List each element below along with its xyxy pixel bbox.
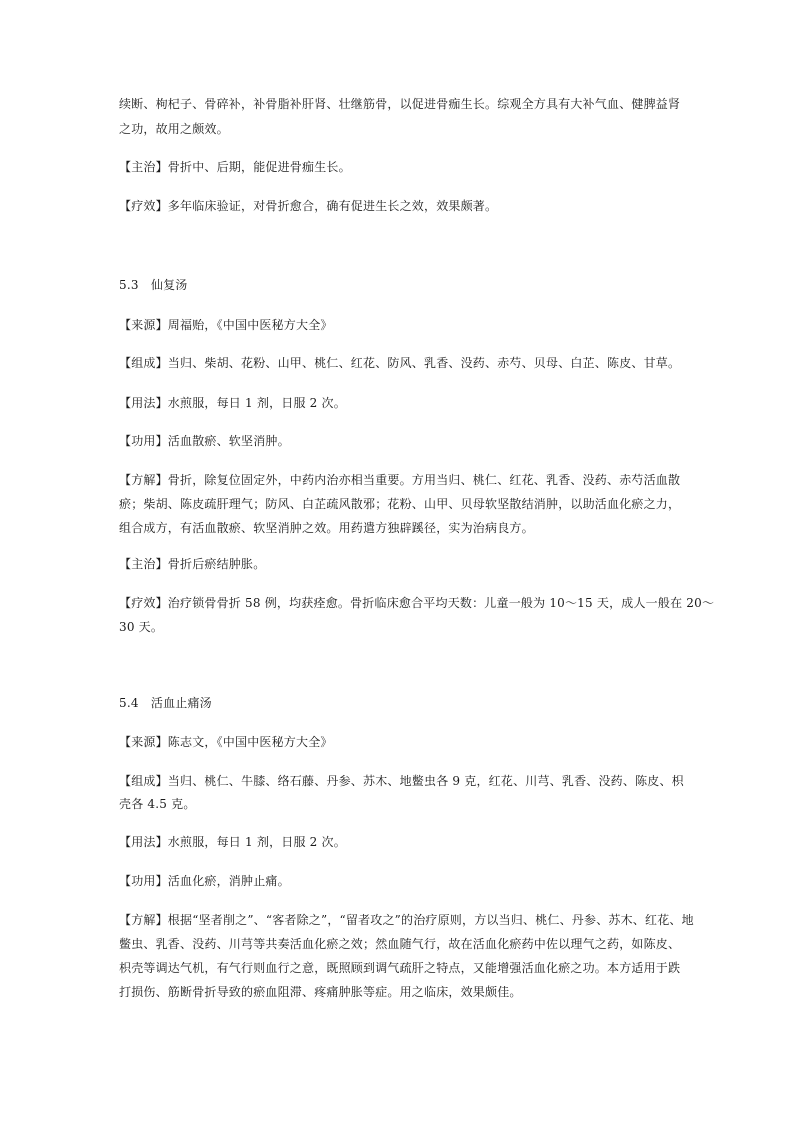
section-5-3-laiyuan: 【来源】周福贻，《中国中医秘方大全》 [119,318,333,332]
section-5-3-liaoxiao-line-2: 30 天。 [119,620,164,634]
section-5-3-yongfa: 【用法】水煎服，每日 1 剂，日服 2 次。 [119,396,346,410]
section-5-4-yongfa: 【用法】水煎服，每日 1 剂，日服 2 次。 [119,835,346,849]
section-heading-5-3: 5.3 仙复汤 [119,278,188,292]
section-5-3-zhuzhi: 【主治】骨折后瘀结肿胀。 [119,557,266,571]
section-5-4-fangjie-line-2: 鳖虫、乳香、没药、川芎等共奏活血化瘀之效；然血随气行，故在活血化瘀药中佐以理气之药，如陈皮、 [119,937,681,951]
section-5-3-liaoxiao-line-1: 【疗效】治疗锁骨骨折 58 例，均获痊愈。骨折临床愈合平均天数：儿童一般为 10～15 天，成人一般在 20～ [119,596,715,610]
prev-zhuzhi-paragraph: 【主治】骨折中、后期，能促进骨痂生长。 [119,160,351,174]
section-5-3-fangjie-line-3: 组合成方，有活血散瘀、软坚消肿之效。用药遣方独辟蹊径，实为治病良方。 [119,521,534,535]
continued-text-line-1: 续断、枸杞子、骨碎补，补骨脂补肝肾、壮继筋骨，以促进骨痂生长。综观全方具有大补气血、健脾益肾 [119,97,681,111]
section-5-3-gongyong: 【功用】活血散瘀、软坚消肿。 [119,434,290,448]
section-5-4-zucheng-line-2: 壳各 4.5 克。 [119,797,196,811]
section-5-4-laiyuan: 【来源】陈志文，《中国中医秘方大全》 [119,735,333,749]
section-5-3-fangjie-line-1: 【方解】骨折，除复位固定外，中药内治亦相当重要。方用当归、桃仁、红花、乳香、没药、赤芍活血散 [119,473,681,487]
section-5-4-fangjie-line-3: 枳壳等调达气机，有气行则血行之意，既照顾到调气疏肝之特点，又能增强活血化瘀之功。本方适用于跌 [119,961,681,975]
section-5-3-zucheng: 【组成】当归、柴胡、花粉、山甲、桃仁、红花、防风、乳香、没药、赤芍、贝母、白芷、陈皮、甘草。 [119,356,681,370]
prev-liaoxiao-paragraph: 【疗效】多年临床验证，对骨折愈合，确有促进生长之效，效果颇著。 [119,199,498,213]
section-heading-5-4: 5.4 活血止痛汤 [119,696,212,710]
continued-text-line-2: 之功，故用之颇效。 [119,122,229,136]
section-5-3-fangjie-line-2: 瘀；柴胡、陈皮疏肝理气；防风、白芷疏风散邪；花粉、山甲、贝母软坚散结消肿，以助活血化瘀之力， [119,497,681,511]
section-5-4-fangjie-line-1: 【方解】根据“坚者削之”、“客者除之”，“留者攻之”的治疗原则，方以当归、桃仁、丹参、苏木、红花、地 [119,913,694,927]
section-5-4-zucheng-line-1: 【组成】当归、桃仁、牛膝、络石藤、丹参、苏木、地鳖虫各 9 克，红花、川芎、乳香、没药、陈皮、枳 [119,774,684,788]
section-5-4-fangjie-line-4: 打损伤、筋断骨折导致的瘀血阻滞、疼痛肿胀等症。用之临床，效果颇佳。 [119,985,522,999]
section-5-4-gongyong: 【功用】活血化瘀，消肿止痛。 [119,874,290,888]
